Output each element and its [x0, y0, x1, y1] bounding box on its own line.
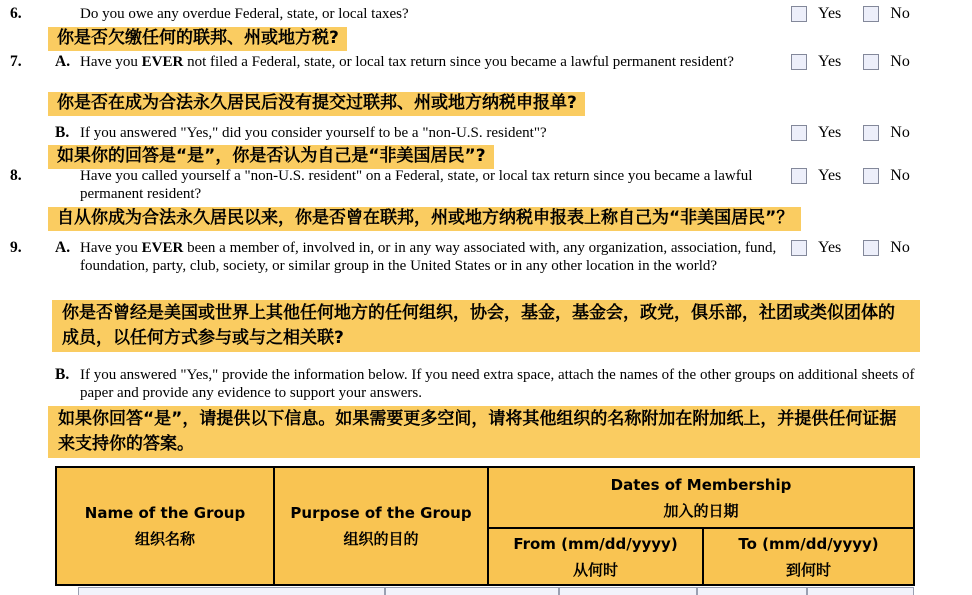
question-6-text: Do you owe any overdue Federal, state, or local taxes? — [80, 6, 409, 22]
question-7b-translation-highlight: 如果你的回答是“是”，你是否认为自己是“非美国居民”? — [48, 145, 494, 169]
question-7a-translation-highlight: 你是否在成为合法永久居民后没有提交过联邦、州或地方纳税申报单? — [48, 92, 585, 116]
q8-yes-checkbox[interactable] — [791, 168, 807, 184]
q7a-no-checkbox[interactable] — [863, 54, 879, 70]
question-8-number: 8. — [10, 167, 22, 184]
question-7a-letter: A. — [55, 53, 71, 70]
membership-table — [55, 466, 915, 586]
q8-no-checkbox[interactable] — [863, 168, 879, 184]
question-6-number: 6. — [10, 5, 22, 22]
question-7b-text: If you answered "Yes," did you consider yourself to be a "non-U.S. resident"? — [80, 125, 547, 141]
q6-no-checkbox[interactable] — [863, 6, 879, 22]
q7b-yes-checkbox[interactable] — [791, 125, 807, 141]
group-name-label-zh: 组织名称 — [134, 530, 195, 548]
group-purpose-label-zh: 组织的目的 — [343, 530, 419, 548]
q9a-yes-label: Yes — [818, 239, 842, 256]
question-7a-answer-group — [791, 53, 910, 71]
membership-dates-label-en: Dates of Membership — [610, 475, 792, 494]
column-header-membership-dates — [489, 468, 913, 529]
q6-yes-checkbox[interactable] — [791, 6, 807, 22]
q6-yes-label: Yes — [818, 5, 842, 22]
question-7-number: 7. — [10, 53, 22, 70]
question-8-translation-highlight: 自从你成为合法永久居民以来，你是否曾在联邦，州或地方纳税申报表上称自己为“非美国居民”？ — [48, 207, 801, 231]
column-header-group-name — [57, 468, 275, 584]
q7a-yes-label: Yes — [818, 53, 842, 70]
q8-no-label: No — [890, 167, 910, 184]
q8-yes-label: Yes — [818, 167, 842, 184]
q7b-no-checkbox[interactable] — [863, 125, 879, 141]
q7b-no-label: No — [890, 124, 910, 141]
q7a-yes-checkbox[interactable] — [791, 54, 807, 70]
question-8-text: Have you called yourself a "non-U.S. resident" on a Federal, state, or local tax return since you became a lawful permanent resident? — [80, 168, 753, 202]
date-to-label-zh: 到何时 — [785, 560, 831, 579]
question-9a-translation-highlight: 你是否曾经是美国或世界上其他任何地方的任何组织，协会，基金，基金会，政党，俱乐部，社团或类似团体的成员，以任何方式参与或与之相关联? — [52, 300, 920, 352]
input-row-divider — [384, 588, 386, 595]
input-row-divider — [558, 588, 560, 595]
question-7b-answer-group — [791, 124, 910, 142]
date-from-label-zh: 从何时 — [572, 560, 618, 579]
group-purpose-label-en: Purpose of the Group — [290, 504, 472, 522]
question-9-number: 9. — [10, 239, 22, 256]
question-8-answer-group — [791, 167, 910, 185]
membership-dates-label-zh: 加入的日期 — [663, 501, 739, 520]
q7b-yes-label: Yes — [818, 124, 842, 141]
column-header-date-to — [704, 529, 913, 584]
question-9b-letter: B. — [55, 366, 70, 383]
question-9b-text: If you answered "Yes," provide the information below. If you need extra space, attach the names of the other groups on additional sheets of paper and provide any evidence to support your answers. — [80, 367, 915, 401]
question-9a-letter: A. — [55, 239, 71, 256]
column-header-date-from — [489, 529, 704, 584]
input-row-divider — [806, 588, 808, 595]
input-row-divider — [696, 588, 698, 595]
q6-no-label: No — [890, 5, 910, 22]
membership-table-input-row[interactable] — [78, 587, 914, 595]
date-to-label-en: To (mm/dd/yyyy) — [738, 534, 879, 553]
group-name-label-en: Name of the Group — [84, 504, 246, 522]
q7a-no-label: No — [890, 53, 910, 70]
date-from-label-en: From (mm/dd/yyyy) — [513, 534, 678, 553]
question-9b-translation-highlight: 如果你回答“是”，请提供以下信息。如果需要更多空间，请将其他组织的名称附加在附加纸上，并提供任何证据来支持你的答案。 — [48, 406, 920, 458]
q9a-no-checkbox[interactable] — [863, 240, 879, 256]
question-7a-text: Have you EVER not filed a Federal, state, or local tax return since you became a lawful permanent resident? — [80, 54, 734, 70]
question-6-answer-group — [791, 5, 910, 23]
question-9a-answer-group — [791, 239, 910, 257]
question-6-translation-highlight: 你是否欠缴任何的联邦、州或地方税? — [48, 27, 347, 51]
q9a-yes-checkbox[interactable] — [791, 240, 807, 256]
question-7b-letter: B. — [55, 124, 70, 141]
question-9a-text: Have you EVER been a member of, involved in, or in any way associated with, any organization, association, fund, foundation, party, club, society, or similar group in the United States or in any other location in the world? — [80, 240, 777, 274]
q9a-no-label: No — [890, 239, 910, 256]
column-header-group-purpose — [275, 468, 489, 584]
